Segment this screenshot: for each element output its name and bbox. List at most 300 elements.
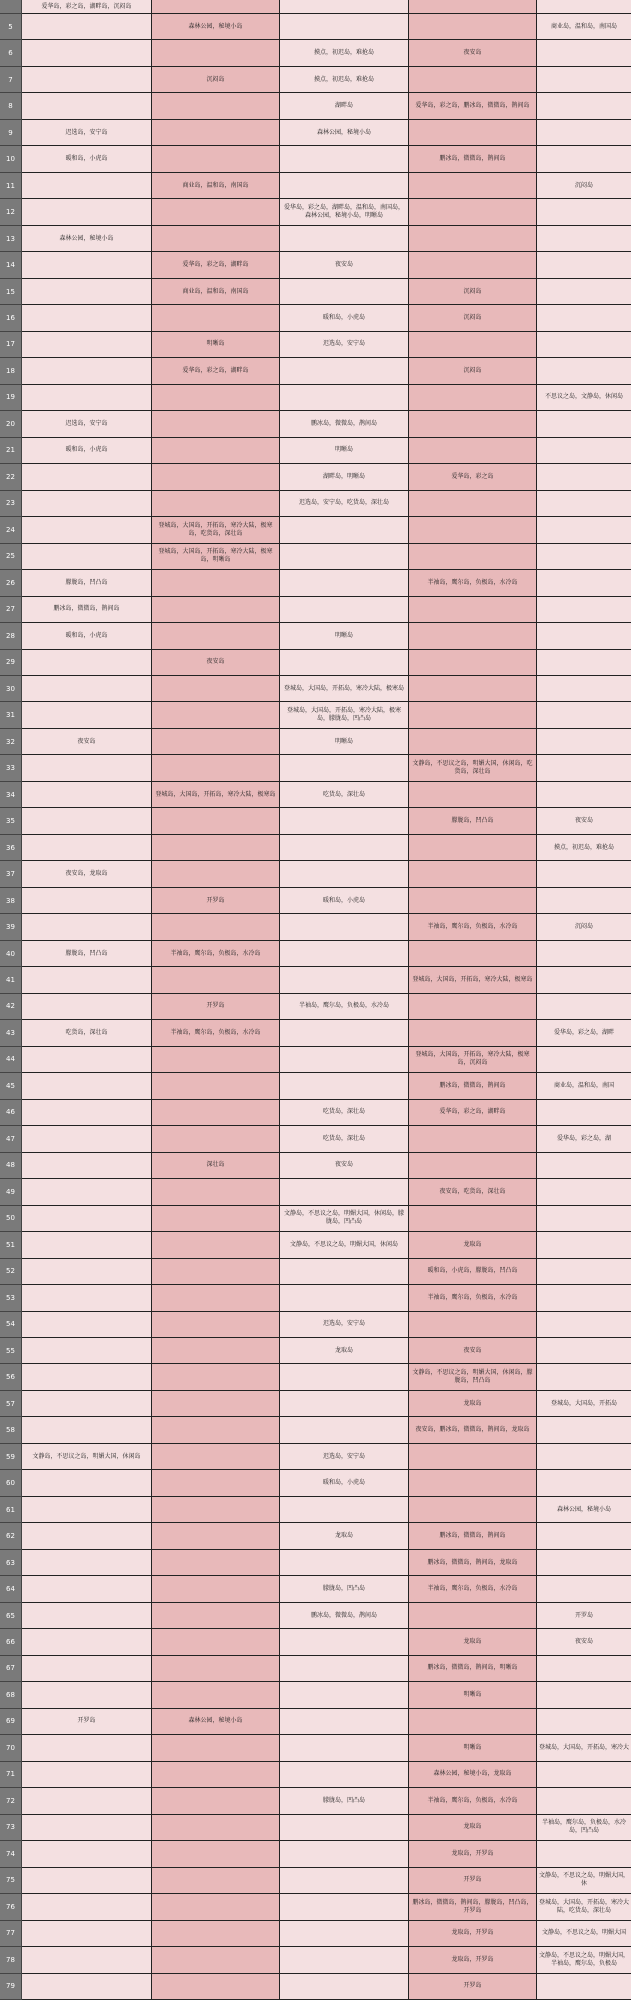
table-cell[interactable] [152, 914, 280, 940]
table-cell[interactable] [280, 1629, 409, 1655]
table-cell[interactable] [152, 1047, 280, 1073]
table-cell[interactable] [152, 1179, 280, 1205]
table-cell[interactable]: 沉闷岛 [537, 914, 631, 940]
table-cell[interactable] [280, 1285, 409, 1311]
table-cell[interactable]: 文静岛，不思议之岛，明媚大国，休闲岛 [22, 1444, 152, 1470]
table-cell[interactable]: 朦胧岛，凹凸岛 [409, 808, 537, 834]
table-cell[interactable] [22, 914, 152, 940]
row-number[interactable]: 8 [0, 93, 22, 119]
table-cell[interactable] [22, 1285, 152, 1311]
table-cell[interactable] [280, 755, 409, 781]
table-cell[interactable]: 爱华岛，彩之岛，湖畔岛 [152, 358, 280, 384]
table-cell[interactable]: 文静岛，不思议之岛，明媚大国，半袖岛，鹰尔岛，负极岛 [537, 1947, 631, 1973]
table-cell[interactable]: 迟选岛，安宁岛 [280, 1312, 409, 1338]
row-number[interactable]: 35 [0, 808, 22, 834]
table-cell[interactable] [537, 40, 631, 66]
row-number[interactable]: 31 [0, 702, 22, 728]
table-cell[interactable] [280, 1868, 409, 1894]
row-number[interactable]: 23 [0, 491, 22, 517]
table-cell[interactable] [537, 1285, 631, 1311]
table-cell[interactable] [280, 1417, 409, 1443]
table-cell[interactable] [22, 1841, 152, 1867]
row-number[interactable]: 42 [0, 994, 22, 1020]
table-cell[interactable] [152, 464, 280, 490]
row-number[interactable]: 37 [0, 861, 22, 887]
table-cell[interactable]: 爱华岛，彩之岛，湖畔 [537, 1020, 631, 1046]
table-cell[interactable] [152, 1629, 280, 1655]
table-cell[interactable] [537, 1470, 631, 1496]
row-number[interactable]: 17 [0, 332, 22, 358]
table-cell[interactable] [409, 888, 537, 914]
table-cell[interactable] [537, 1232, 631, 1258]
table-cell[interactable] [537, 67, 631, 93]
table-cell[interactable]: 鹏冰岛，微微岛，鹊间岛，朦胧岛，凹凸岛，开罗岛 [409, 1894, 537, 1920]
table-cell[interactable] [537, 1788, 631, 1814]
table-cell[interactable] [22, 1417, 152, 1443]
table-cell[interactable] [280, 650, 409, 676]
table-cell[interactable] [22, 755, 152, 781]
table-cell[interactable] [152, 1338, 280, 1364]
table-cell[interactable]: 吃货岛，深壮岛 [22, 1020, 152, 1046]
table-cell[interactable]: 夜安岛 [280, 1153, 409, 1179]
table-cell[interactable] [152, 40, 280, 66]
table-cell[interactable] [22, 1153, 152, 1179]
table-cell[interactable]: 摸点，初迟岛，难抢岛 [280, 67, 409, 93]
table-cell[interactable] [537, 676, 631, 702]
table-cell[interactable] [22, 994, 152, 1020]
table-cell[interactable]: 开罗岛 [152, 994, 280, 1020]
table-cell[interactable] [152, 1974, 280, 2000]
table-cell[interactable] [409, 544, 537, 570]
table-cell[interactable] [280, 1656, 409, 1682]
row-number[interactable]: 5 [0, 14, 22, 40]
table-cell[interactable] [22, 808, 152, 834]
table-cell[interactable] [537, 1444, 631, 1470]
table-cell[interactable]: 半袖岛，鹰尔岛，负极岛，水冷岛 [280, 994, 409, 1020]
table-cell[interactable] [22, 1947, 152, 1973]
table-cell[interactable]: 龙取岛 [280, 1338, 409, 1364]
table-cell[interactable]: 湖畔岛，明晰岛 [280, 464, 409, 490]
row-number[interactable]: 70 [0, 1735, 22, 1761]
table-cell[interactable]: 鹏冰岛，微微岛，鹊间岛，龙取岛 [409, 1550, 537, 1576]
table-cell[interactable] [22, 1523, 152, 1549]
table-cell[interactable] [280, 1709, 409, 1735]
table-cell[interactable]: 半袖岛，鹰尔岛，负极岛，水冷岛 [409, 1788, 537, 1814]
table-cell[interactable] [22, 358, 152, 384]
table-cell[interactable] [22, 676, 152, 702]
table-cell[interactable]: 鹏冰岛，微微岛，鹊间岛 [409, 1073, 537, 1099]
row-number[interactable]: 24 [0, 517, 22, 543]
row-number[interactable]: 47 [0, 1126, 22, 1152]
row-number[interactable]: 52 [0, 1259, 22, 1285]
table-cell[interactable] [152, 1073, 280, 1099]
table-cell[interactable]: 商业岛，温和岛，南国 [537, 1073, 631, 1099]
table-cell[interactable]: 明晰岛 [409, 1735, 537, 1761]
table-cell[interactable] [152, 1523, 280, 1549]
table-cell[interactable] [537, 305, 631, 331]
table-cell[interactable] [537, 1206, 631, 1232]
table-cell[interactable]: 爱华岛，彩之岛，湖畔岛，沉闷岛 [22, 0, 152, 14]
row-number[interactable]: 63 [0, 1550, 22, 1576]
row-number[interactable]: 21 [0, 438, 22, 464]
table-cell[interactable] [22, 1232, 152, 1258]
table-cell[interactable] [152, 967, 280, 993]
table-cell[interactable]: 开罗岛 [409, 1868, 537, 1894]
table-cell[interactable] [152, 1735, 280, 1761]
table-cell[interactable] [280, 1179, 409, 1205]
table-cell[interactable]: 夜安岛 [22, 729, 152, 755]
table-cell[interactable] [409, 1497, 537, 1523]
table-cell[interactable] [537, 1656, 631, 1682]
table-cell[interactable]: 明晰岛 [409, 1682, 537, 1708]
table-cell[interactable] [409, 702, 537, 728]
table-cell[interactable]: 开罗岛 [537, 1603, 631, 1629]
table-cell[interactable] [280, 1259, 409, 1285]
table-cell[interactable] [22, 1762, 152, 1788]
row-number[interactable]: 28 [0, 623, 22, 649]
row-number[interactable]: 15 [0, 279, 22, 305]
row-number[interactable]: 57 [0, 1391, 22, 1417]
table-cell[interactable] [280, 861, 409, 887]
table-cell[interactable]: 开罗岛 [409, 1974, 537, 2000]
row-number[interactable]: 76 [0, 1894, 22, 1920]
table-cell[interactable]: 沉闷岛 [537, 173, 631, 199]
table-cell[interactable] [537, 941, 631, 967]
table-cell[interactable]: 夜安岛，龙取岛 [22, 861, 152, 887]
table-cell[interactable] [537, 93, 631, 119]
table-cell[interactable] [409, 994, 537, 1020]
table-cell[interactable]: 登城岛，大国岛，开拓岛，寒冷大陆，极寒岛 [280, 676, 409, 702]
table-cell[interactable] [152, 93, 280, 119]
table-cell[interactable] [152, 0, 280, 14]
table-cell[interactable] [152, 729, 280, 755]
table-cell[interactable] [280, 1762, 409, 1788]
table-cell[interactable] [152, 305, 280, 331]
table-cell[interactable] [537, 226, 631, 252]
row-number[interactable]: 34 [0, 782, 22, 808]
table-cell[interactable] [22, 1788, 152, 1814]
table-cell[interactable] [537, 358, 631, 384]
table-cell[interactable] [22, 252, 152, 278]
table-cell[interactable] [409, 67, 537, 93]
table-cell[interactable] [280, 517, 409, 543]
row-number[interactable]: 69 [0, 1709, 22, 1735]
table-cell[interactable] [22, 491, 152, 517]
table-cell[interactable]: 半袖岛，鹰尔岛，负极岛，水冷岛 [409, 914, 537, 940]
table-cell[interactable] [537, 199, 631, 225]
table-cell[interactable] [280, 1894, 409, 1920]
row-number[interactable]: 51 [0, 1232, 22, 1258]
table-cell[interactable] [409, 1153, 537, 1179]
table-cell[interactable] [152, 1682, 280, 1708]
table-cell[interactable]: 半袖岛，鹰尔岛，负极岛，水冷岛，凹凸岛 [537, 1815, 631, 1841]
table-cell[interactable]: 文静岛，不思议之岛，明媚大国，休闲岛，朦胧岛，凹凸岛 [409, 1364, 537, 1390]
table-cell[interactable] [280, 570, 409, 596]
table-cell[interactable]: 文静岛，不思议之岛，明媚大国，休闲岛，朦胧岛，凹凸岛 [280, 1206, 409, 1232]
table-cell[interactable]: 明晰岛 [152, 332, 280, 358]
table-cell[interactable]: 登城岛，大国岛，开拓岛，寒冷大陆，极寒岛，吃货岛，深壮岛 [152, 517, 280, 543]
table-cell[interactable] [280, 173, 409, 199]
table-cell[interactable] [409, 1470, 537, 1496]
table-cell[interactable] [409, 835, 537, 861]
row-number[interactable]: 14 [0, 252, 22, 278]
table-cell[interactable] [537, 1312, 631, 1338]
table-cell[interactable] [409, 623, 537, 649]
table-cell[interactable] [22, 1682, 152, 1708]
table-cell[interactable] [152, 1497, 280, 1523]
table-cell[interactable] [280, 14, 409, 40]
table-cell[interactable]: 森林公园，秘境小岛 [537, 1497, 631, 1523]
table-cell[interactable] [409, 1312, 537, 1338]
table-cell[interactable]: 夜安岛 [280, 252, 409, 278]
table-cell[interactable] [152, 1894, 280, 1920]
table-cell[interactable] [280, 835, 409, 861]
table-cell[interactable] [537, 146, 631, 172]
row-number[interactable]: 59 [0, 1444, 22, 1470]
table-cell[interactable] [409, 14, 537, 40]
table-cell[interactable]: 开罗岛 [22, 1709, 152, 1735]
table-cell[interactable] [280, 914, 409, 940]
table-cell[interactable]: 爱华岛，彩之岛，湖畔岛 [152, 252, 280, 278]
table-cell[interactable] [22, 517, 152, 543]
table-cell[interactable]: 登城岛，大国岛，开拓岛，寒冷大陆，极寒岛，沉闷岛 [409, 1047, 537, 1073]
table-cell[interactable]: 朦胧岛，凹凸岛 [280, 1788, 409, 1814]
row-number[interactable]: 43 [0, 1020, 22, 1046]
row-number[interactable]: 7 [0, 67, 22, 93]
table-cell[interactable] [152, 755, 280, 781]
table-cell[interactable] [22, 173, 152, 199]
table-cell[interactable]: 商业岛，温和岛，南国岛 [152, 173, 280, 199]
table-cell[interactable]: 迟选岛，安宁岛 [280, 1444, 409, 1470]
table-cell[interactable]: 深壮岛 [152, 1153, 280, 1179]
row-number[interactable]: 68 [0, 1682, 22, 1708]
table-cell[interactable] [280, 544, 409, 570]
table-cell[interactable] [537, 1338, 631, 1364]
table-cell[interactable] [280, 1047, 409, 1073]
table-cell[interactable] [22, 1470, 152, 1496]
table-cell[interactable] [409, 1206, 537, 1232]
table-cell[interactable]: 夜安岛 [152, 650, 280, 676]
row-number[interactable]: 61 [0, 1497, 22, 1523]
table-cell[interactable]: 夜安岛 [409, 40, 537, 66]
table-cell[interactable] [152, 1815, 280, 1841]
table-cell[interactable] [280, 1391, 409, 1417]
table-cell[interactable] [152, 146, 280, 172]
table-cell[interactable] [280, 1497, 409, 1523]
table-cell[interactable] [22, 1921, 152, 1947]
table-cell[interactable]: 龙取岛 [280, 1523, 409, 1549]
table-cell[interactable] [22, 1206, 152, 1232]
table-cell[interactable]: 登城岛，大国岛，开拓岛，寒冷大陆，极寒岛，朦胧岛，凹凸岛 [280, 702, 409, 728]
table-cell[interactable] [280, 1020, 409, 1046]
table-cell[interactable] [537, 1153, 631, 1179]
table-cell[interactable]: 朦胧岛，凹凸岛 [22, 570, 152, 596]
table-cell[interactable]: 半袖岛，鹰尔岛，负极岛，水冷岛 [409, 570, 537, 596]
table-cell[interactable] [22, 1576, 152, 1602]
row-number[interactable]: 73 [0, 1815, 22, 1841]
table-cell[interactable] [22, 888, 152, 914]
table-cell[interactable]: 商业岛，温和岛，南国岛 [152, 279, 280, 305]
table-cell[interactable] [152, 1921, 280, 1947]
table-cell[interactable]: 开罗岛 [152, 888, 280, 914]
table-cell[interactable] [152, 1868, 280, 1894]
table-cell[interactable] [280, 1815, 409, 1841]
table-cell[interactable] [409, 411, 537, 437]
table-cell[interactable]: 不思议之岛，文静岛，休闲岛 [537, 385, 631, 411]
row-number[interactable]: 55 [0, 1338, 22, 1364]
table-cell[interactable] [537, 650, 631, 676]
row-number[interactable]: 9 [0, 120, 22, 146]
table-cell[interactable] [152, 808, 280, 834]
row-number[interactable]: 53 [0, 1285, 22, 1311]
table-cell[interactable] [152, 1391, 280, 1417]
table-cell[interactable] [537, 544, 631, 570]
table-cell[interactable]: 明晰岛 [280, 729, 409, 755]
table-cell[interactable] [409, 173, 537, 199]
table-cell[interactable] [152, 1841, 280, 1867]
table-cell[interactable] [152, 1762, 280, 1788]
table-cell[interactable]: 沉闷岛 [409, 279, 537, 305]
table-cell[interactable] [152, 1444, 280, 1470]
table-cell[interactable]: 沉闷岛 [409, 305, 537, 331]
table-cell[interactable]: 鹏冰岛，微微岛，鹊间岛 [409, 146, 537, 172]
table-cell[interactable]: 爱华岛，彩之岛，湖畔岛 [409, 1100, 537, 1126]
table-cell[interactable] [152, 1603, 280, 1629]
table-cell[interactable]: 爱华岛，彩之岛 [409, 464, 537, 490]
table-cell[interactable] [152, 1947, 280, 1973]
row-number[interactable]: 71 [0, 1762, 22, 1788]
table-cell[interactable]: 森林公园，秘境小岛 [152, 1709, 280, 1735]
table-cell[interactable] [152, 861, 280, 887]
table-cell[interactable] [152, 835, 280, 861]
table-cell[interactable]: 登城岛，大国岛，开拓岛，寒冷大陆，极寒岛 [152, 782, 280, 808]
table-cell[interactable]: 半袖岛，鹰尔岛，负极岛，水冷岛 [409, 1285, 537, 1311]
row-number[interactable]: 62 [0, 1523, 22, 1549]
table-cell[interactable]: 商业岛，温和岛，南国岛 [537, 14, 631, 40]
table-cell[interactable] [22, 1391, 152, 1417]
table-cell[interactable] [537, 120, 631, 146]
table-cell[interactable] [280, 941, 409, 967]
table-cell[interactable] [409, 941, 537, 967]
table-cell[interactable] [280, 1735, 409, 1761]
table-cell[interactable] [537, 1364, 631, 1390]
table-cell[interactable] [537, 0, 631, 14]
row-number[interactable]: 30 [0, 676, 22, 702]
table-cell[interactable] [152, 1550, 280, 1576]
table-cell[interactable]: 朦胧岛，凹凸岛 [22, 941, 152, 967]
table-cell[interactable] [537, 597, 631, 623]
row-number[interactable]: 39 [0, 914, 22, 940]
table-cell[interactable] [280, 146, 409, 172]
table-cell[interactable] [152, 491, 280, 517]
table-cell[interactable] [409, 650, 537, 676]
row-number[interactable]: 18 [0, 358, 22, 384]
row-number[interactable]: 44 [0, 1047, 22, 1073]
table-cell[interactable] [22, 305, 152, 331]
table-cell[interactable] [537, 1259, 631, 1285]
table-cell[interactable]: 暖和岛，小虎岛 [22, 438, 152, 464]
table-cell[interactable] [22, 1603, 152, 1629]
table-cell[interactable] [537, 517, 631, 543]
table-cell[interactable]: 龙取岛 [409, 1815, 537, 1841]
table-cell[interactable] [152, 1470, 280, 1496]
table-cell[interactable]: 文静岛，不思议之岛，明媚大国 [537, 1921, 631, 1947]
table-cell[interactable] [152, 199, 280, 225]
table-cell[interactable]: 文静岛，不思议之岛，明媚大国，休闲岛，吃货岛，深壮岛 [409, 755, 537, 781]
table-cell[interactable]: 鹏冰岛，微微岛，鹊间岛，明晰岛 [409, 1656, 537, 1682]
table-cell[interactable] [537, 1047, 631, 1073]
row-number[interactable]: 26 [0, 570, 22, 596]
table-cell[interactable] [22, 93, 152, 119]
table-cell[interactable] [152, 702, 280, 728]
table-cell[interactable] [537, 1576, 631, 1602]
table-cell[interactable] [537, 1762, 631, 1788]
table-cell[interactable]: 半袖岛，鹰尔岛，负极岛，水冷岛 [152, 1020, 280, 1046]
row-number[interactable] [0, 0, 22, 14]
table-cell[interactable] [22, 279, 152, 305]
table-cell[interactable] [22, 1656, 152, 1682]
table-cell[interactable]: 夜安岛，吃货岛，深壮岛 [409, 1179, 537, 1205]
row-number[interactable]: 6 [0, 40, 22, 66]
table-cell[interactable]: 半袖岛，鹰尔岛，负极岛，水冷岛 [152, 941, 280, 967]
table-cell[interactable] [280, 1974, 409, 2000]
row-number[interactable]: 29 [0, 650, 22, 676]
table-cell[interactable]: 文静岛，不思议之岛，明媚大国，休 [537, 1868, 631, 1894]
table-cell[interactable] [537, 623, 631, 649]
table-cell[interactable]: 龙取岛 [409, 1391, 537, 1417]
table-cell[interactable] [22, 464, 152, 490]
table-cell[interactable] [22, 14, 152, 40]
table-cell[interactable]: 登城岛，大国岛，开拓岛，寒冷大陆，极寒岛 [409, 967, 537, 993]
table-cell[interactable] [280, 1682, 409, 1708]
table-cell[interactable]: 明晰岛 [280, 623, 409, 649]
table-cell[interactable] [537, 252, 631, 278]
row-number[interactable]: 25 [0, 544, 22, 570]
table-cell[interactable] [537, 967, 631, 993]
table-cell[interactable] [537, 1841, 631, 1867]
table-cell[interactable] [22, 650, 152, 676]
table-cell[interactable]: 摸点，初迟岛，难抢岛 [537, 835, 631, 861]
table-cell[interactable]: 摸点，初迟岛，难抢岛 [280, 40, 409, 66]
table-cell[interactable] [409, 0, 537, 14]
row-number[interactable]: 38 [0, 888, 22, 914]
table-cell[interactable] [280, 1921, 409, 1947]
table-cell[interactable] [409, 517, 537, 543]
table-cell[interactable] [280, 1364, 409, 1390]
table-cell[interactable] [22, 1974, 152, 2000]
table-cell[interactable] [409, 1709, 537, 1735]
row-number[interactable]: 66 [0, 1629, 22, 1655]
table-cell[interactable] [409, 1126, 537, 1152]
table-cell[interactable] [280, 597, 409, 623]
table-cell[interactable] [537, 279, 631, 305]
table-cell[interactable] [409, 1603, 537, 1629]
table-cell[interactable]: 登城岛，大国岛，开拓岛 [537, 1391, 631, 1417]
table-cell[interactable]: 爱华岛，彩之岛，湖畔岛，温和岛，南国岛，森林公园，秘境小岛，明晰岛 [280, 199, 409, 225]
row-number[interactable]: 22 [0, 464, 22, 490]
table-cell[interactable]: 龙取岛 [409, 1232, 537, 1258]
table-cell[interactable] [152, 1232, 280, 1258]
table-cell[interactable] [537, 1550, 631, 1576]
table-cell[interactable]: 迟选岛，安宁岛，吃货岛，深壮岛 [280, 491, 409, 517]
table-cell[interactable] [537, 755, 631, 781]
table-cell[interactable]: 夜安岛，鹏冰岛，微微岛，鹊间岛，龙取岛 [409, 1417, 537, 1443]
table-cell[interactable]: 沉闷岛 [152, 67, 280, 93]
table-cell[interactable]: 鹏冰岛，微微岛，鹊间岛 [280, 1603, 409, 1629]
table-cell[interactable] [22, 67, 152, 93]
row-number[interactable]: 27 [0, 597, 22, 623]
table-cell[interactable]: 沉闷岛 [409, 358, 537, 384]
